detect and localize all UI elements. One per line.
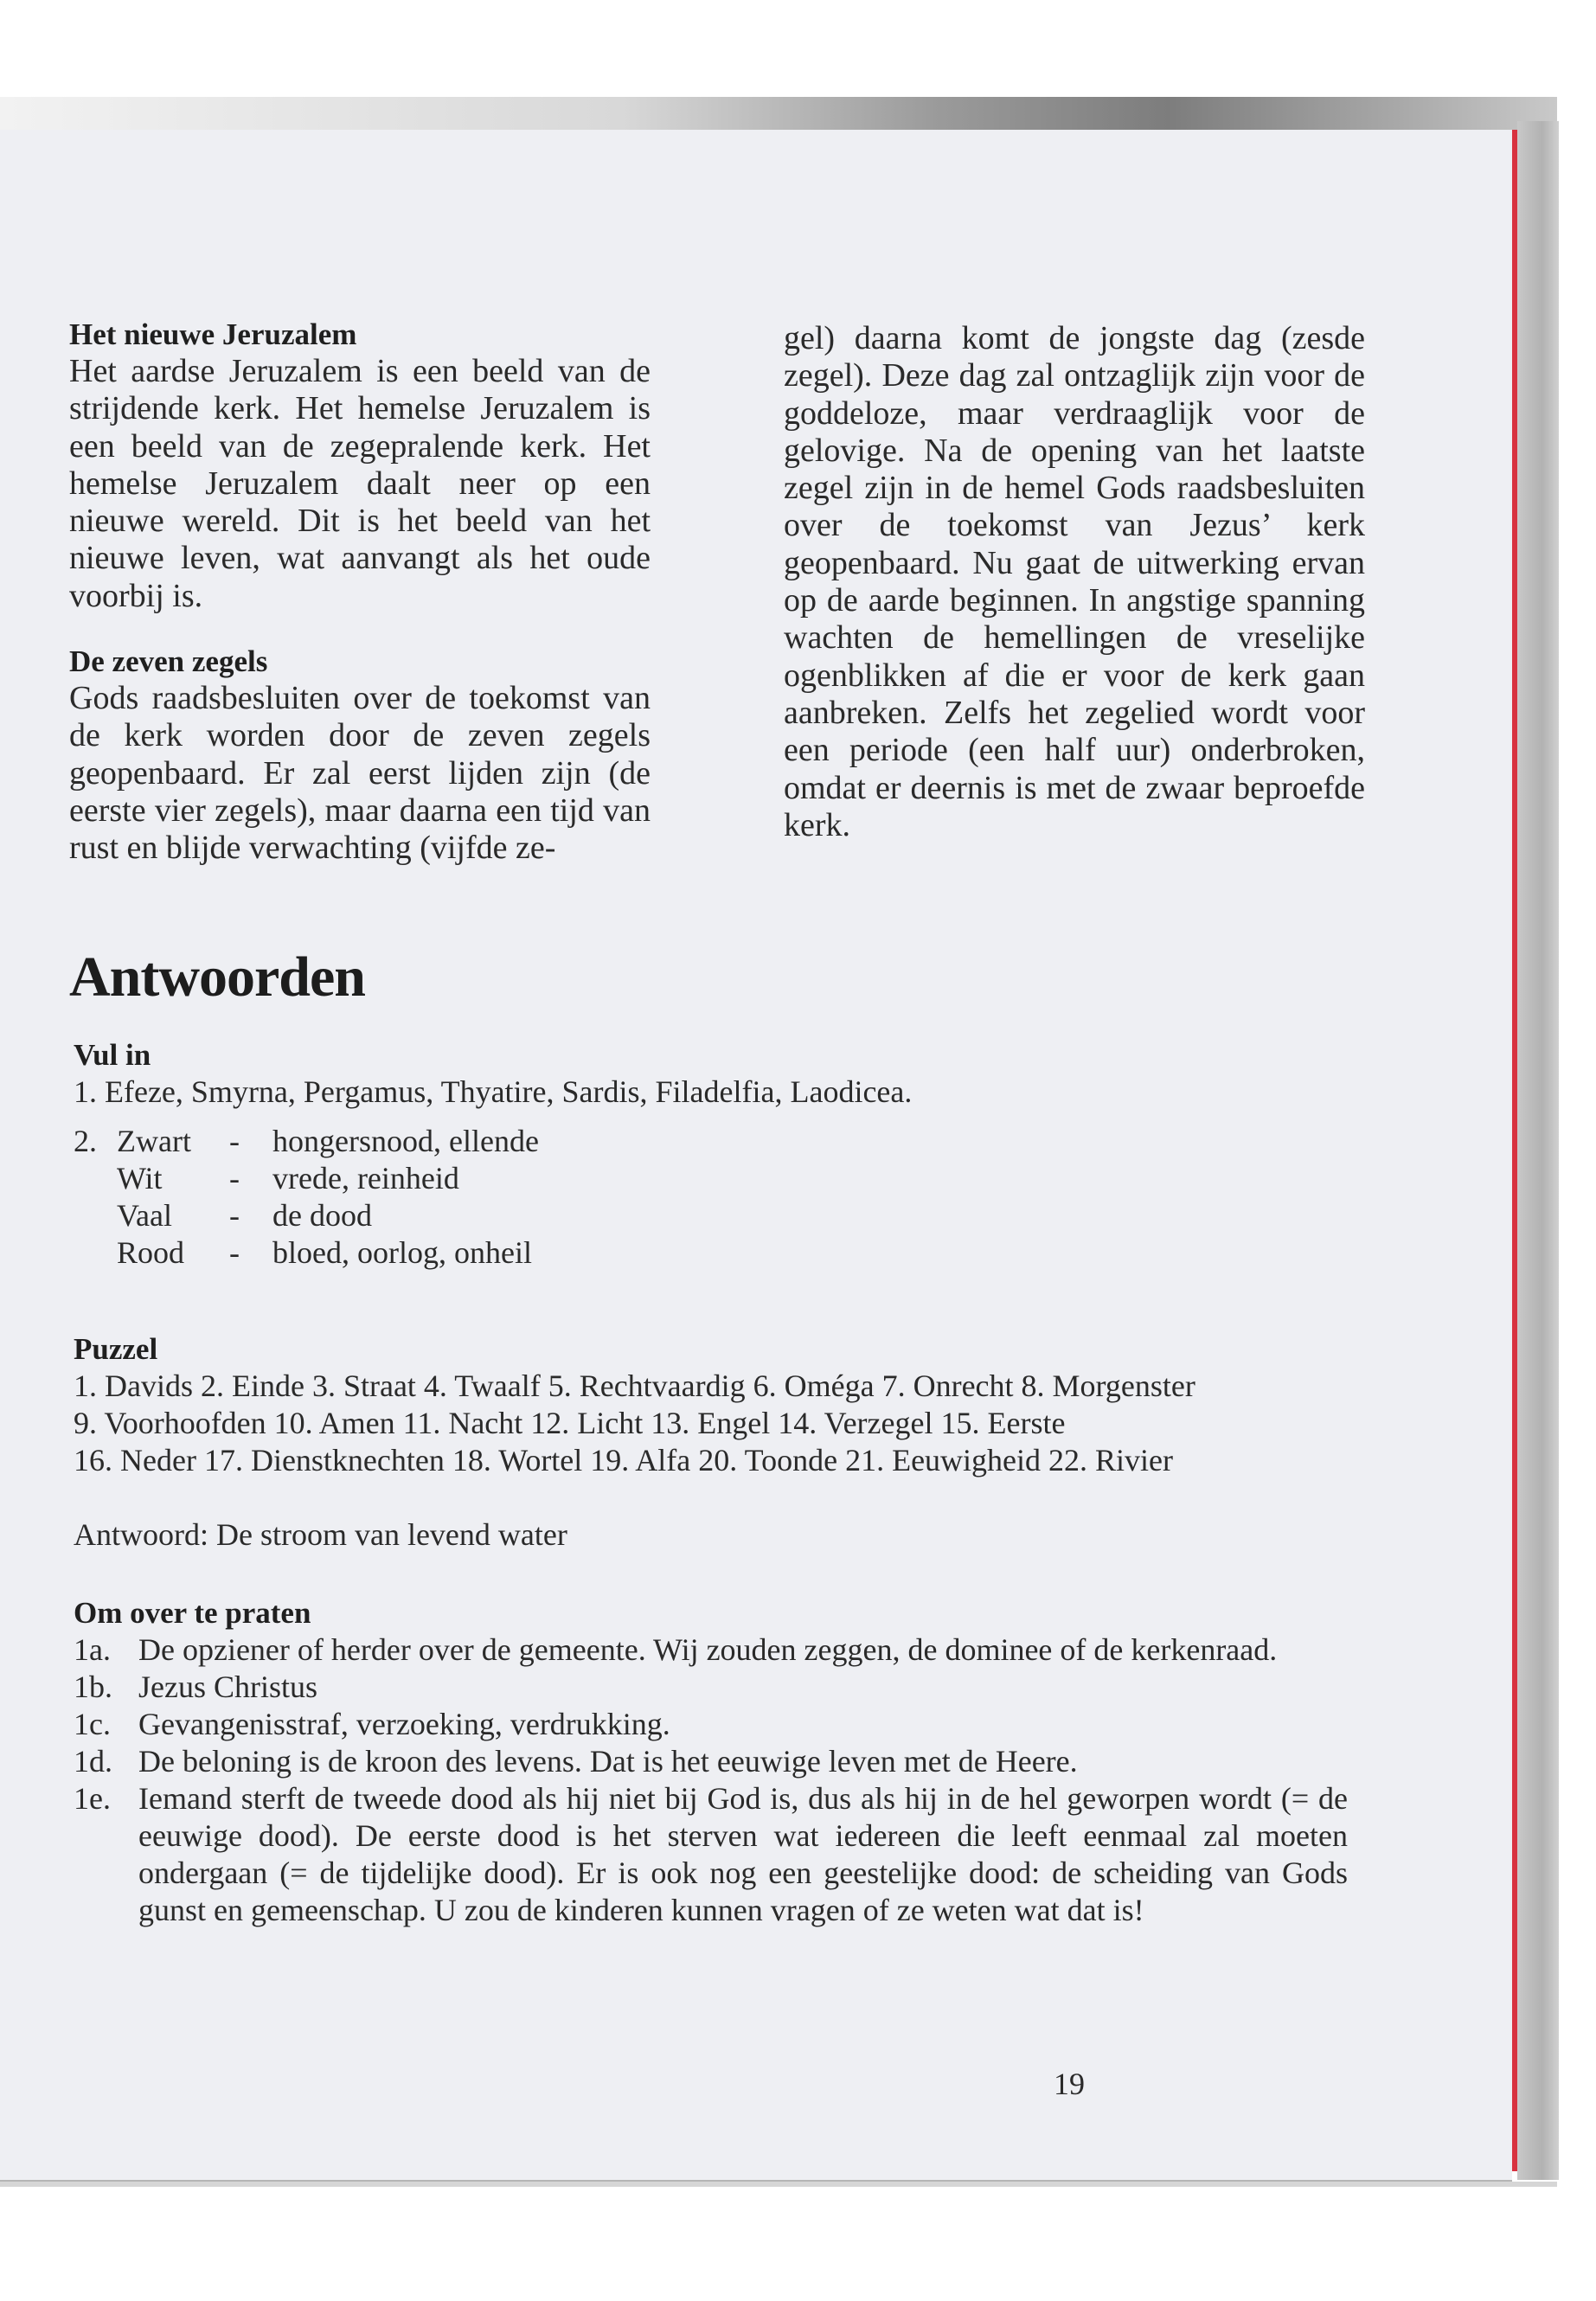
left-column — [69, 316, 651, 868]
color-name: Wit — [117, 1161, 163, 1195]
vul-in-section — [74, 1036, 1371, 1272]
puzzel-line: 1. Davids 2. Einde 3. Straat 4. Twaalf 5. Rechtvaardig 6. Oméga 7. Onrecht 8. Morgenster — [74, 1368, 1195, 1403]
color-meaning: bloed, oorlog, onheil — [272, 1235, 532, 1270]
color-dash: - — [229, 1235, 240, 1270]
praten-item — [74, 1669, 1348, 1706]
puzzel-antwoord: Antwoord: De stroom van levend water — [74, 1517, 567, 1552]
praten-item-number: 1b. — [74, 1670, 112, 1704]
color-name: Vaal — [117, 1198, 172, 1233]
praten-item-text: De beloning is de kroon des levens. Dat is het eeuwige leven met de Heere. — [138, 1744, 1078, 1779]
praten-item-text: Jezus Christus — [138, 1670, 317, 1704]
color-row — [74, 1160, 1371, 1197]
praten-item — [74, 1706, 1348, 1743]
answers-title: Antwoorden — [69, 945, 366, 1009]
vul-in-heading: Vul in — [74, 1038, 151, 1072]
color-dash: - — [229, 1124, 240, 1158]
color-list-number: 2. — [74, 1124, 97, 1158]
color-meaning: vrede, reinheid — [272, 1161, 459, 1195]
praten-item — [74, 1780, 1348, 1929]
book-cover-edge — [1517, 121, 1559, 2180]
puzzel-line: 9. Voorhoofden 10. Amen 11. Nacht 12. Licht 13. Engel 14. Verzegel 15. Eerste — [74, 1406, 1066, 1440]
vul-in-answer-1: 1. Efeze, Smyrna, Pergamus, Thyatire, Sardis, Filadelfia, Laodicea. — [74, 1074, 913, 1109]
zegels-heading: De zeven zegels — [69, 644, 268, 679]
praten-item-number: 1c. — [74, 1707, 111, 1741]
puzzel-section — [74, 1330, 1371, 1554]
praten-item-number: 1a. — [74, 1632, 111, 1667]
color-name: Rood — [117, 1235, 185, 1270]
color-row — [74, 1234, 1371, 1272]
color-row — [74, 1123, 1371, 1160]
praten-item-number: 1d. — [74, 1744, 112, 1779]
color-dash: - — [229, 1161, 240, 1195]
page-number: 19 — [1054, 2067, 1085, 2101]
praten-heading: Om over te praten — [74, 1596, 311, 1630]
color-list — [74, 1123, 1371, 1272]
praten-section — [74, 1594, 1348, 1929]
color-meaning: hongersnood, ellende — [272, 1124, 539, 1158]
right-column — [784, 320, 1365, 844]
praten-item-number: 1e. — [74, 1781, 111, 1816]
color-row — [74, 1197, 1371, 1234]
praten-item-text: Iemand sterft de tweede dood als hij niet bij God is, dus als hij in de hel geworpen wordt (= de eeuwige dood). De eerste dood is het sterven wat iedereen die leeft eenmaal zal moeten ondergaan (= de tijdelijke dood). Er is ook nog een geestelijke dood: de scheiding van Gods gunst en gemeenschap. U zou de kinderen kunnen vragen of ze weten wat dat is! — [138, 1781, 1348, 1927]
praten-item-text: Gevangenisstraf, verzoeking, verdrukking. — [138, 1707, 670, 1741]
jeruzalem-text: Het aardse Jeruzalem is een beeld van de strijdende kerk. Het hemelse Jeruzalem is een beeld van de zegepralende kerk. Het hemelse Jeruzalem daalt neer op een nieuwe wereld. Dit is het beeld van het nieuwe leven, wat aanvangt als het oude voorbij is. — [69, 353, 651, 614]
scan-bottom-edge — [0, 2182, 1557, 2187]
jeruzalem-heading: Het nieuwe Jeruzalem — [69, 317, 357, 351]
zegels-text-right: gel) daarna komt de jongste dag (zesde zegel). Deze dag zal ontzaglijk zijn voor de goddeloze, maar verdraaglijk voor de gelovige. Na de opening van het laatste zegel zijn in de hemel Gods raadsbesluiten over de toekomst van Jezus’ kerk geopenbaard. Nu gaat de uitwerking ervan op de aarde beginnen. In angstige spanning wachten de hemellingen de vreselijke ogenblikken af die er voor de kerk gaan aanbreken. Zelfs het zegelied wordt voor een periode (een half uur) onderbroken, omdat er deernis is met de zwaar beproefde kerk. — [784, 320, 1365, 843]
praten-item-text: De opziener of herder over de gemeente. Wij zouden zeggen, de dominee of de kerkenraad. — [138, 1632, 1278, 1667]
color-meaning: de dood — [272, 1198, 372, 1233]
puzzel-heading: Puzzel — [74, 1332, 158, 1366]
color-name: Zwart — [117, 1124, 191, 1158]
puzzel-line: 16. Neder 17. Dienstknechten 18. Wortel 19. Alfa 20. Toonde 21. Eeuwigheid 22. Rivier — [74, 1443, 1174, 1477]
zegels-text-left: Gods raadsbesluiten over de toekomst van de kerk worden door de zeven zegels geopenbaard. Er zal eerst lijden zijn (de eerste vier zegels), maar daarna een tijd van rust en blijde verwachting (vijfde ze- — [69, 680, 651, 867]
praten-item — [74, 1631, 1348, 1669]
praten-item — [74, 1743, 1348, 1780]
color-dash: - — [229, 1198, 240, 1233]
